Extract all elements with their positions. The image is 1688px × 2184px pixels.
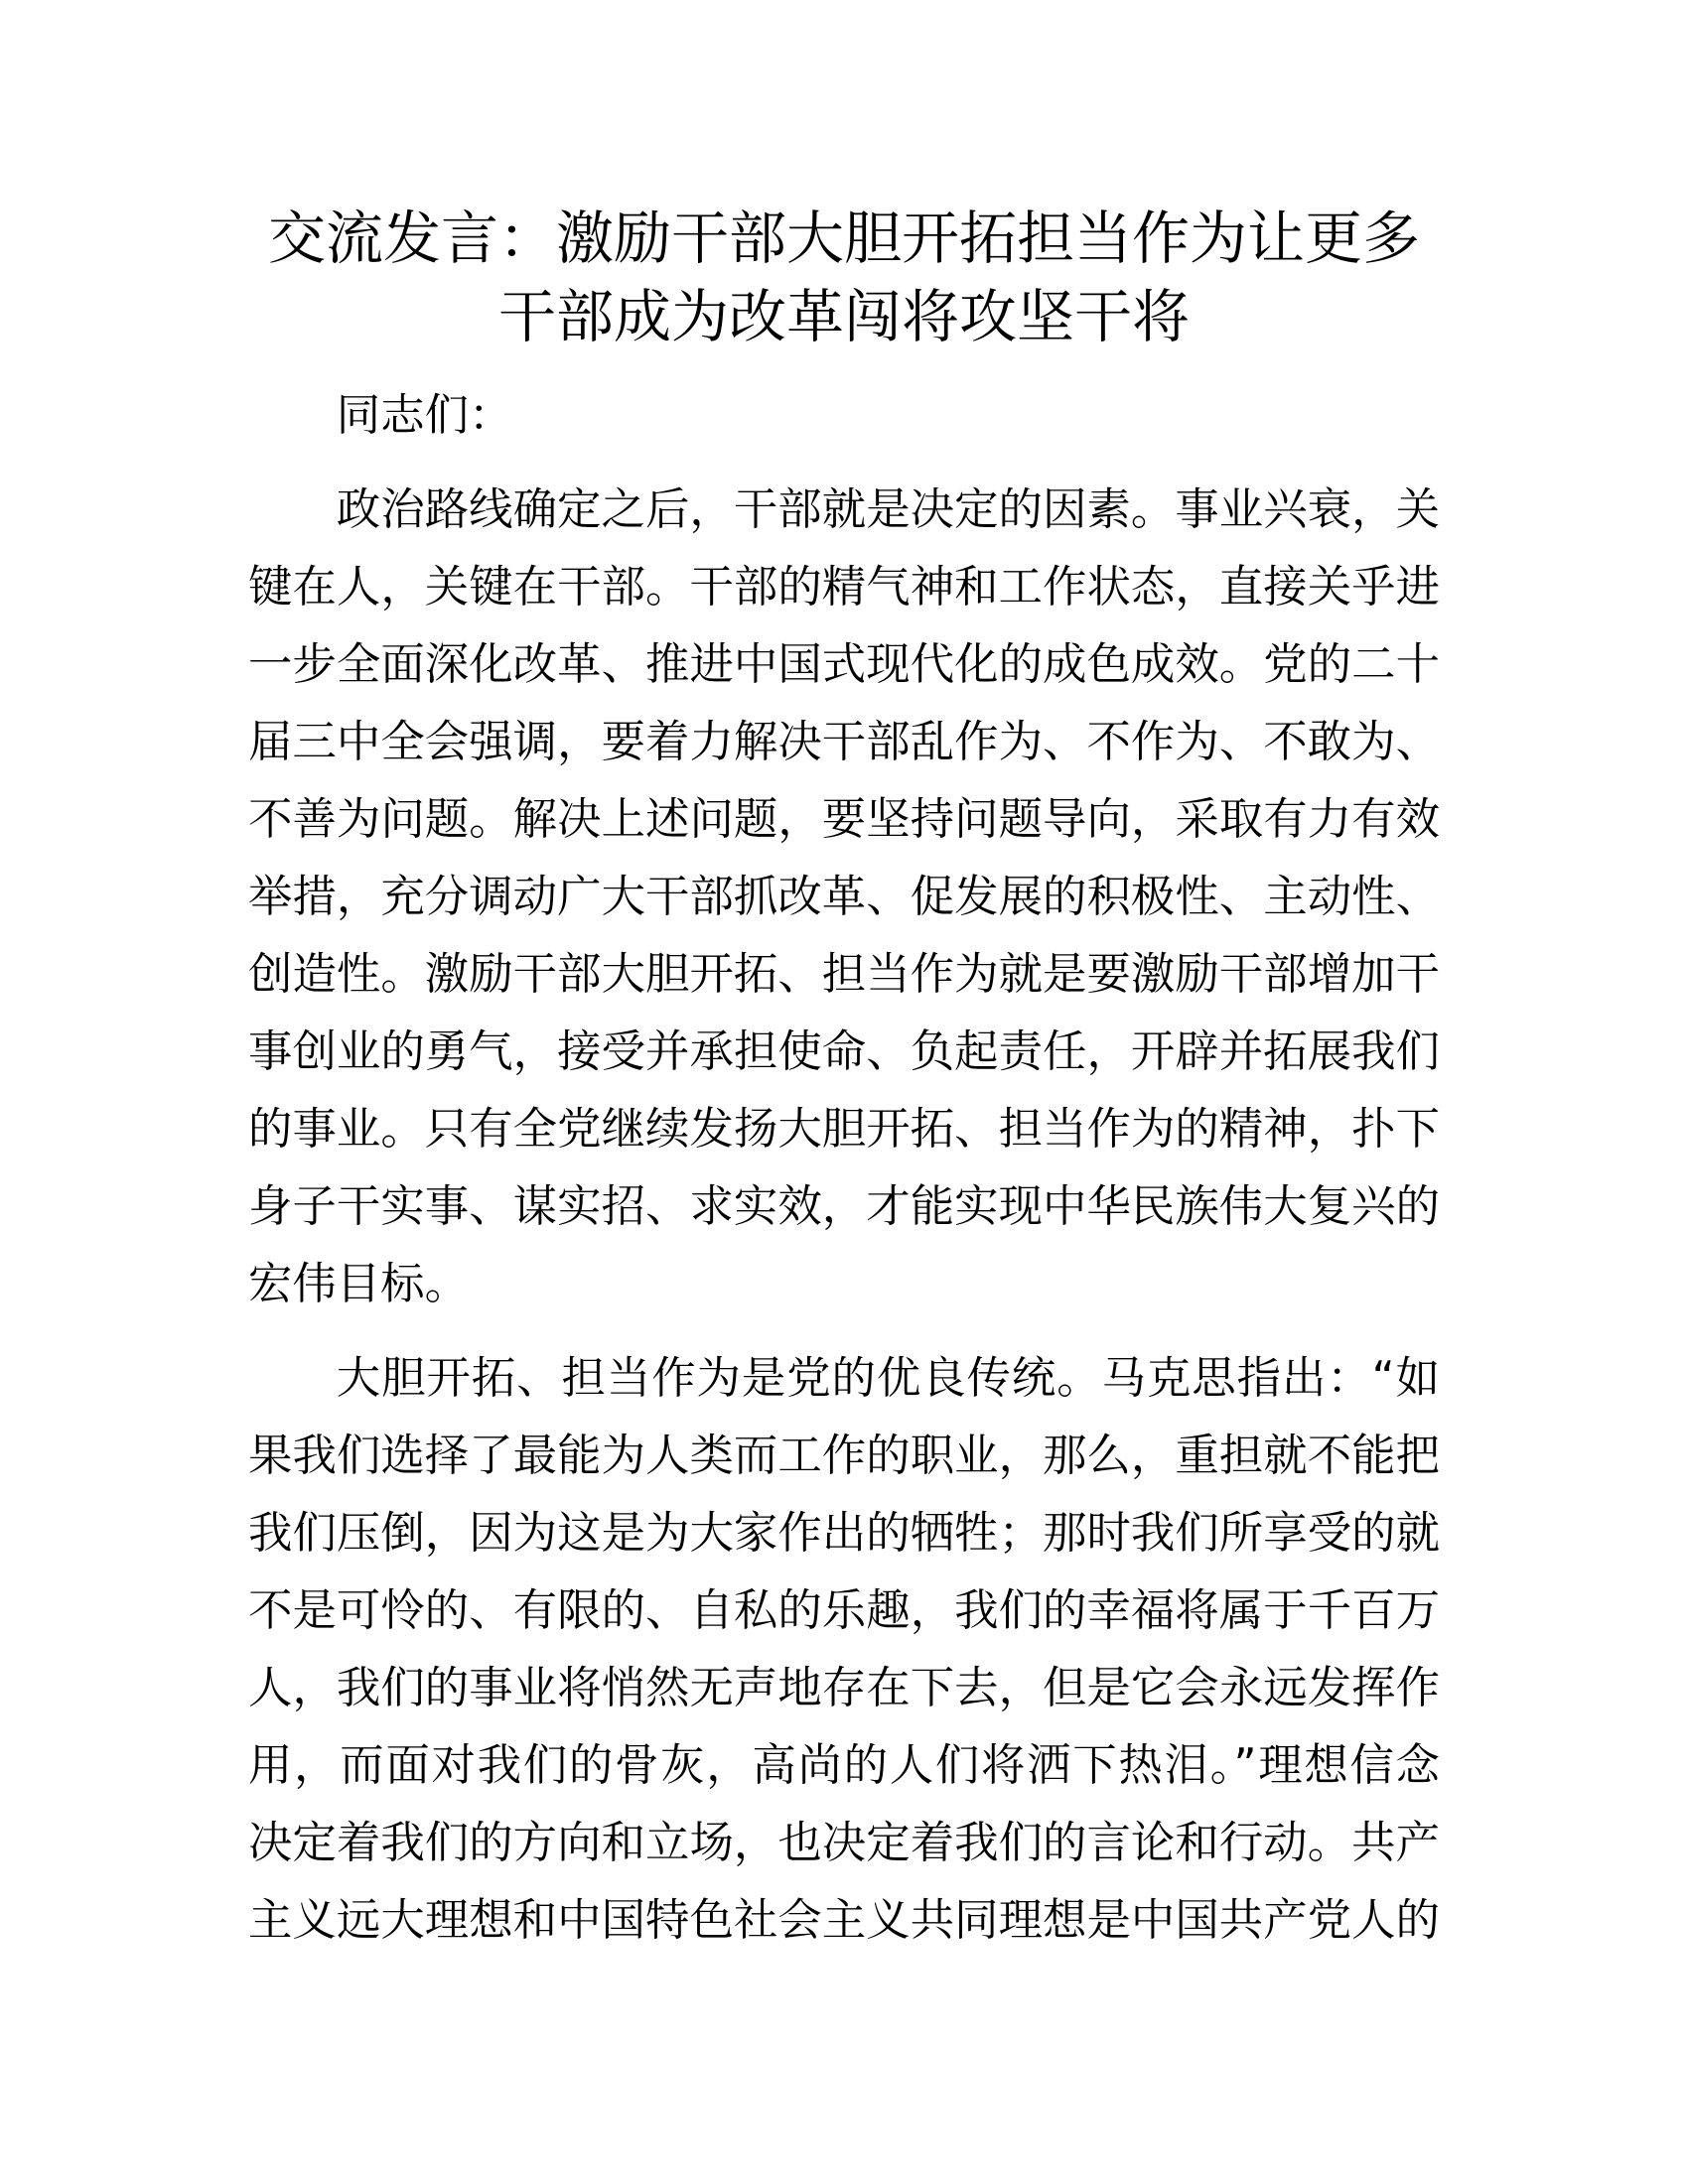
- paragraph-line: 身子干实事、谋实招、求实效，才能实现中华民族伟大复兴的: [248, 1181, 1440, 1232]
- paragraph-line: 一步全面深化改革、推进中国式现代化的成色成效。党的二十: [248, 639, 1440, 690]
- paragraph-line: 键在人，关键在干部。干部的精气神和工作状态，直接关乎进: [248, 562, 1440, 613]
- salutation: 同志们：: [336, 390, 513, 441]
- paragraph-line: 不是可怜的、有限的、自私的乐趣，我们的幸福将属于千百万: [248, 1585, 1440, 1636]
- paragraph-line: 的事业。只有全党继续发扬大胆开拓、担当作为的精神，扑下: [248, 1104, 1440, 1155]
- paragraph-line: 举措，充分调动广大干部抓改革、促发展的积极性、主动性、: [248, 872, 1440, 922]
- paragraph-line: 政治路线确定之后，干部就是决定的因素。事业兴衰，关: [336, 484, 1440, 535]
- title-line-2: 干部成为改革闯将攻坚干将: [497, 283, 1190, 350]
- salutation-paragraph: [248, 377, 1440, 455]
- paragraph-line: 宏伟目标。: [248, 1259, 469, 1309]
- title-line-1: 交流发言：激励干部大胆开拓担当作为让更多: [267, 205, 1420, 272]
- paragraph-line: 不善为问题。解决上述问题，要坚持问题导向，采取有力有效: [248, 794, 1440, 845]
- paragraph-line: 届三中全会强调，要着力解决干部乱作为、不作为、不敢为、: [248, 717, 1440, 767]
- paragraph-line: 我们压倒，因为这是为大家作出的牺牲；那时我们所享受的就: [248, 1508, 1440, 1559]
- document-title: [248, 200, 1440, 356]
- paragraph-2: [248, 1340, 1440, 1960]
- paragraph-line: 决定着我们的方向和立场，也决定着我们的言论和行动。共产: [248, 1818, 1440, 1868]
- paragraph-1: [248, 472, 1440, 1323]
- paragraph-line: 人，我们的事业将悄然无声地存在下去，但是它会永远发挥作: [248, 1663, 1440, 1713]
- paragraph-line: 主义远大理想和中国特色社会主义共同理想是中国共产党人的: [248, 1895, 1440, 1946]
- paragraph-line: 大胆开拓、担当作为是党的优良传统。马克思指出：“如: [336, 1353, 1440, 1404]
- paragraph-line: 果我们选择了最能为人类而工作的职业，那么，重担就不能把: [248, 1431, 1440, 1481]
- paragraph-line: 创造性。激励干部大胆开拓、担当作为就是要激励干部增加干: [248, 949, 1440, 1000]
- paragraph-line: 事创业的勇气，接受并承担使命、负起责任，开辟并拓展我们: [248, 1026, 1440, 1077]
- paragraph-line: 用，而面对我们的骨灰，高尚的人们将洒下热泪。”理想信念: [248, 1740, 1440, 1791]
- document-body: [248, 377, 1440, 1977]
